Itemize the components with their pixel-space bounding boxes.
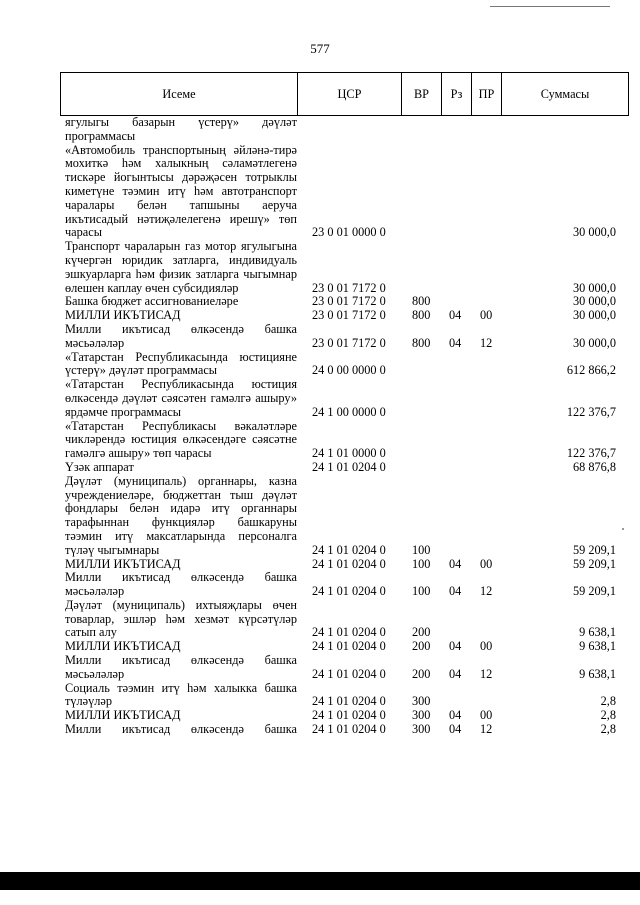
- row-sum: 30 000,0: [572, 308, 616, 323]
- table-row: [60, 709, 629, 723]
- row-sum: 2,8: [600, 708, 616, 723]
- row-sum: 30 000,0: [572, 280, 616, 295]
- row-name: Милли икътисад өлкәсендә башка: [65, 722, 297, 737]
- header-csr: ЦСР: [298, 73, 402, 115]
- row-vr: 100: [412, 542, 431, 557]
- row-sum: 9 638,1: [579, 625, 616, 640]
- row-name: Милли икътисад өлкәсендә башка мәсьәләләр: [65, 321, 297, 350]
- row-name: Башка бюджет ассигнованиеләре: [65, 294, 239, 309]
- row-name: «Татарстан Республикасында юстиция өлкәсендә дәүләт сәясәтен гамәлгә ашыру» ярдәмче программасы: [65, 377, 297, 419]
- table-row: [60, 295, 629, 309]
- row-pr: 00: [480, 708, 493, 723]
- row-name: МИЛЛИ ИКЪТИСАД: [65, 708, 181, 723]
- row-csr: 24 1 01 0204 0: [312, 625, 386, 640]
- row-sum: 59 209,1: [572, 556, 616, 571]
- row-name: ягулыгы базарын үстерү» дәүләт программасы: [65, 115, 297, 143]
- row-rz: 04: [449, 708, 462, 723]
- table-row: [60, 378, 629, 419]
- row-vr: 800: [412, 335, 431, 350]
- row-csr: 23 0 01 7172 0: [312, 335, 386, 350]
- row-name: МИЛЛИ ИКЪТИСАД: [65, 308, 181, 323]
- table-row: [60, 682, 629, 710]
- row-csr: 24 1 01 0204 0: [312, 639, 386, 654]
- row-pr: 00: [480, 556, 493, 571]
- row-sum: 68 876,8: [572, 459, 616, 474]
- table-row: [60, 599, 629, 640]
- row-rz: 04: [449, 556, 462, 571]
- row-name: Үзәк аппарат: [65, 459, 134, 474]
- header-rz: Рз: [442, 73, 472, 115]
- row-rz: 04: [449, 335, 462, 350]
- scan-border-bottom: [0, 872, 640, 890]
- header-name: Исеме: [61, 73, 298, 115]
- row-name: Дәүләт (муниципаль) ихтыяҗлары өчен товарлар, эшләр һәм хезмәт күрсәтүләр сатып алу: [65, 597, 297, 640]
- scan-speck: [622, 528, 624, 530]
- table-row: [60, 309, 629, 323]
- table-row: [60, 723, 629, 737]
- row-csr: 24 1 00 0000 0: [312, 404, 386, 419]
- row-csr: 23 0 01 7172 0: [312, 308, 386, 323]
- row-csr: 23 0 01 7172 0: [312, 294, 386, 309]
- row-csr: 24 1 01 0204 0: [312, 722, 386, 737]
- row-csr: 24 1 01 0000 0: [312, 446, 386, 461]
- table-row: [60, 240, 629, 295]
- row-name: Дәүләт (муниципаль) органнары, казна учреждениеләре, бюджеттан тыш дәүләт фондлары белән идарә итү органнары тарафыннан функцияләр башкаруны тәэмин итү максатларында персоналга түләү чыгымнары: [65, 473, 297, 557]
- row-pr: 00: [480, 639, 493, 654]
- row-pr: 12: [480, 666, 493, 681]
- row-pr: 12: [480, 335, 493, 350]
- row-sum: 30 000,0: [572, 294, 616, 309]
- row-vr: 200: [412, 639, 431, 654]
- row-name: Социаль тәэмин итү һәм халыкка башка түләүләр: [65, 680, 297, 709]
- row-name: МИЛЛИ ИКЪТИСАД: [65, 556, 181, 571]
- row-name: «Татарстан Республикасында юстицияне үстерү» дәүләт программасы: [65, 349, 297, 378]
- table-row: [60, 571, 629, 599]
- row-sum: 9 638,1: [579, 666, 616, 681]
- table-row: [60, 654, 629, 682]
- table-row: [60, 640, 629, 654]
- row-pr: 00: [480, 308, 493, 323]
- row-vr: 300: [412, 722, 431, 737]
- row-sum: 2,8: [600, 722, 616, 737]
- row-sum: 30 000,0: [572, 335, 616, 350]
- row-rz: 04: [449, 666, 462, 681]
- row-pr: 12: [480, 722, 493, 737]
- table-row: [60, 323, 629, 351]
- top-edge-line: [490, 6, 610, 7]
- row-csr: 23 0 01 7172 0: [312, 280, 386, 295]
- header-sum: Суммасы: [540, 87, 590, 101]
- row-vr: 800: [412, 308, 431, 323]
- row-vr: 800: [412, 294, 431, 309]
- page-number: 577: [310, 41, 330, 56]
- row-csr: 24 1 01 0204 0: [312, 584, 386, 599]
- table-row: [60, 116, 629, 144]
- row-sum: 122 376,7: [566, 446, 616, 461]
- row-name: Милли икътисад өлкәсендә башка мәсьәләләр: [65, 653, 297, 681]
- row-rz: 04: [449, 308, 462, 323]
- row-csr: 24 1 01 0204 0: [312, 556, 386, 571]
- table-row: [60, 558, 629, 572]
- row-csr: 23 0 01 0000 0: [312, 225, 386, 240]
- header-vr: ВР: [402, 73, 442, 115]
- table-row: [60, 461, 629, 475]
- row-vr: 100: [412, 584, 431, 599]
- row-name: «Автомобиль транспортының әйләнә-тирә мохиткә һәм халыкның сәламәтлегенә тискәре йогынтысы дәрәҗәсен тотрыклы киметүне тәэмин итү һәм автотранспорт чаралары белән тапшыны аеруча икътисадый нәтиҗәлелегенә ирешү» төп чарасы: [65, 142, 297, 240]
- row-rz: 04: [449, 584, 462, 599]
- row-sum: 30 000,0: [572, 225, 616, 240]
- row-csr: 24 1 01 0204 0: [312, 694, 386, 709]
- row-pr: 12: [480, 584, 493, 599]
- row-rz: 04: [449, 722, 462, 737]
- row-name: МИЛЛИ ИКЪТИСАД: [65, 639, 181, 654]
- row-name: «Татарстан Республикасы вәкаләтләре чикләрендә юстиция өлкәсендәге сәясәтне гамәлгә ашыру» төп чарасы: [65, 418, 297, 461]
- row-sum: 59 209,1: [572, 584, 616, 599]
- row-vr: 300: [412, 708, 431, 723]
- row-sum: 9 638,1: [579, 639, 616, 654]
- table-body: [60, 116, 629, 737]
- row-csr: 24 1 01 0204 0: [312, 708, 386, 723]
- row-csr: 24 1 01 0204 0: [312, 666, 386, 681]
- row-csr: 24 1 01 0204 0: [312, 542, 386, 557]
- row-sum: 2,8: [600, 694, 616, 709]
- row-vr: 100: [412, 556, 431, 571]
- row-csr: 24 1 01 0204 0: [312, 459, 386, 474]
- budget-table: [60, 72, 629, 737]
- row-rz: 04: [449, 639, 462, 654]
- header-pr: ПР: [472, 73, 502, 115]
- row-csr: 24 0 00 0000 0: [312, 363, 386, 378]
- row-name: Транспорт чараларын газ мотор ягулыгына күчергән юридик затларга, индивидуаль эшкуарларга һәм физик затларга чыгымнар өлешен каплау өчен субсидияләр: [65, 239, 297, 295]
- row-sum: 122 376,7: [566, 404, 616, 419]
- row-name: Милли икътисад өлкәсендә башка мәсьәләләр: [65, 570, 297, 599]
- table-row: [60, 351, 629, 379]
- row-sum: 59 209,1: [572, 542, 616, 557]
- table-row: [60, 475, 629, 558]
- row-vr: 300: [412, 694, 431, 709]
- table-header: [60, 72, 629, 116]
- table-row: [60, 420, 629, 461]
- row-sum: 612 866,2: [566, 363, 616, 378]
- row-vr: 200: [412, 666, 431, 681]
- table-row: [60, 144, 629, 241]
- row-vr: 200: [412, 625, 431, 640]
